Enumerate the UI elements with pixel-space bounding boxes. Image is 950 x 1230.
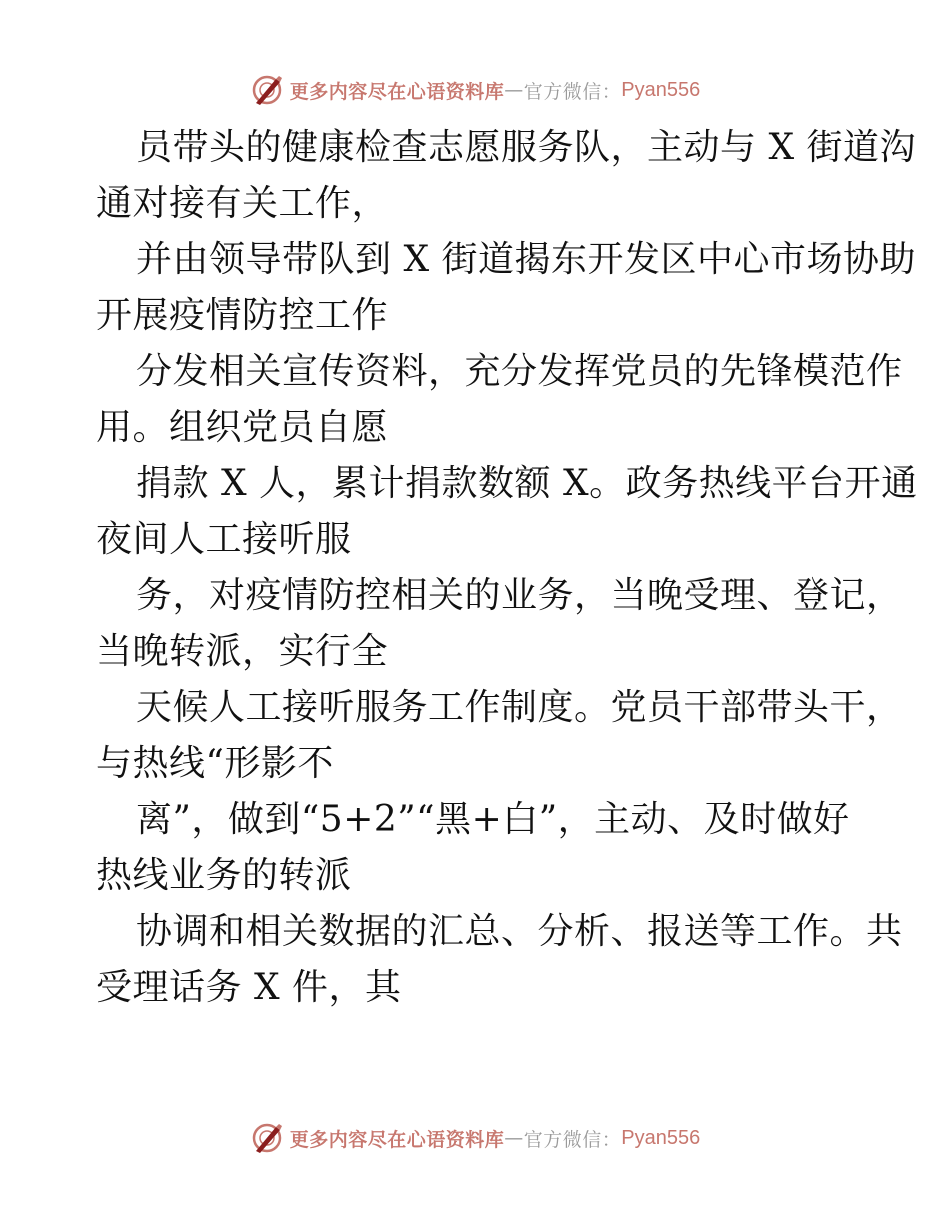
body-line-10: 当晚转派，实行全	[96, 631, 389, 672]
header-banner-separator: —	[504, 79, 524, 101]
header-banner	[0, 70, 950, 110]
body-line-11: 天候人工接听服务工作制度。党员干部带头干，	[136, 687, 903, 728]
header-banner-text	[290, 77, 701, 104]
body-line-2: 通对接有关工作，	[96, 183, 389, 224]
footer-banner-wechat-label: 官方微信：	[523, 1128, 622, 1151]
header-banner-main: 更多内容尽在心语资料库	[289, 80, 505, 103]
body-line-13: 离”，做到“5+2”“黑+白”，主动、及时做好	[136, 799, 850, 840]
header-banner-wechat-label: 官方微信：	[523, 80, 622, 103]
body-line-1: 员带头的健康检查志愿服务队，主动与 X 街道沟	[136, 127, 917, 168]
body-line-16: 受理话务 X 件，其	[96, 967, 402, 1008]
footer-banner-main: 更多内容尽在心语资料库	[289, 1128, 505, 1151]
pen-logo-icon	[250, 73, 284, 107]
body-line-9: 务，对疫情防控相关的业务，当晚受理、登记，	[136, 575, 903, 616]
body-line-5: 分发相关宣传资料，充分发挥党员的先锋模范作	[136, 351, 903, 392]
footer-banner-text	[290, 1125, 701, 1152]
footer-banner-wechat-id: Pyan556	[621, 1126, 701, 1149]
body-line-3: 并由领导带队到 X 街道揭东开发区中心市场协助	[136, 239, 917, 280]
body-line-15: 协调和相关数据的汇总、分析、报送等工作。共	[136, 911, 903, 952]
body-line-8: 夜间人工接听服	[96, 519, 352, 560]
body-line-6: 用。组织党员自愿	[96, 407, 389, 448]
body-line-7: 捐款 X 人，累计捐款数额 X。政务热线平台开通	[136, 463, 918, 504]
body-line-4: 开展疫情防控工作	[96, 295, 389, 336]
footer-banner-separator: —	[504, 1127, 524, 1149]
body-line-12: 与热线“形影不	[96, 743, 334, 784]
body-line-14: 热线业务的转派	[96, 855, 352, 896]
header-banner-wechat-id: Pyan556	[621, 78, 701, 101]
footer-banner	[0, 1118, 950, 1158]
pen-logo-icon	[250, 1121, 284, 1155]
document-body	[96, 120, 918, 1016]
